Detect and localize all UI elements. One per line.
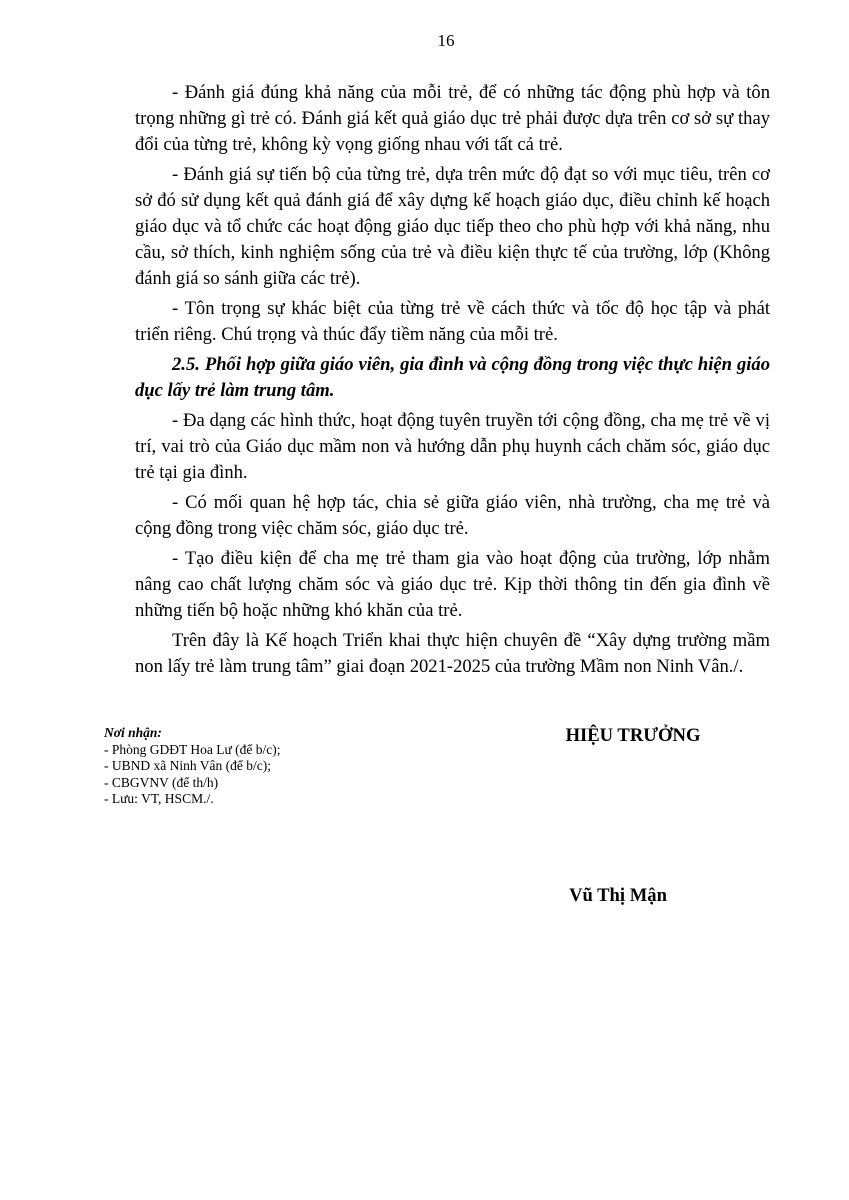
paragraph-parent-participation: - Tạo điều kiện để cha mẹ trẻ tham gia vào hoạt động của trường, lớp nhằm nâng cao chất lượng chăm sóc và giáo dục trẻ. Kịp thời thông tin đến gia đình về những tiến bộ hoặc những khó khăn của trẻ. xyxy=(135,548,770,621)
recipient-line: - Phòng GDĐT Hoa Lư (để b/c); xyxy=(104,741,281,757)
section-heading-2-5: 2.5. Phối hợp giữa giáo viên, gia đình và cộng đồng trong việc thực hiện giáo dục lấy trẻ làm trung tâm. xyxy=(135,354,770,401)
paragraph-respect-differences: - Tôn trọng sự khác biệt của từng trẻ về cách thức và tốc độ học tập và phát triển riêng. Chú trọng và thúc đẩy tiềm năng của mỗi trẻ. xyxy=(135,298,770,345)
recipients-block xyxy=(104,725,281,808)
recipient-line: - Lưu: VT, HSCM./. xyxy=(104,791,214,806)
recipients-title: Nơi nhận: xyxy=(104,725,162,740)
paragraph-evaluate-ability: - Đánh giá đúng khả năng của mỗi trẻ, để có những tác động phù hợp và tôn trọng những gì trẻ có. Đánh giá kết quả giáo dục trẻ phải được dựa trên cơ sở sự thay đổi của từng trẻ, không kỳ vọng giống nhau với tất cả trẻ. xyxy=(135,82,770,155)
paragraph-evaluate-progress: - Đánh giá sự tiến bộ của từng trẻ, dựa trên mức độ đạt so với mục tiêu, trên cơ sở đó sử dụng kết quả đánh giá để xây dựng kế hoạch giáo dục, điều chỉnh kế hoạch giáo dục và tổ chức các hoạt động giáo dục tiếp theo cho phù hợp với khả năng, nhu cầu, sở thích, kinh nghiệm sống của trẻ và điều kiện thực tế của trường, lớp (Không đánh giá so sánh giữa các trẻ). xyxy=(135,164,770,289)
recipient-line: - UBND xã Ninh Vân (để b/c); xyxy=(104,758,271,773)
signature-name: Vũ Thị Mận xyxy=(569,885,667,906)
page-number: 16 xyxy=(437,31,455,50)
recipient-line: - CBGVNV (để th/h) xyxy=(104,774,219,790)
closing-paragraph: Trên đây là Kế hoạch Triển khai thực hiện chuyên đề “Xây dựng trường mầm non lấy trẻ làm trung tâm” giai đoạn 2021-2025 của trường Mầm non Ninh Vân./. xyxy=(135,630,770,677)
document-body xyxy=(135,80,770,684)
paragraph-diversify-communication: - Đa dạng các hình thức, hoạt động tuyên truyền tới cộng đồng, cha mẹ trẻ về vị trí, vai trò của Giáo dục mầm non và hướng dẫn phụ huynh cách chăm sóc, giáo dục trẻ tại gia đình. xyxy=(135,410,770,483)
signature-title: HIỆU TRƯỞNG xyxy=(565,725,701,746)
paragraph-cooperation: - Có mối quan hệ hợp tác, chia sẻ giữa giáo viên, nhà trường, cha mẹ trẻ và cộng đồng trong việc chăm sóc, giáo dục trẻ. xyxy=(135,492,770,539)
